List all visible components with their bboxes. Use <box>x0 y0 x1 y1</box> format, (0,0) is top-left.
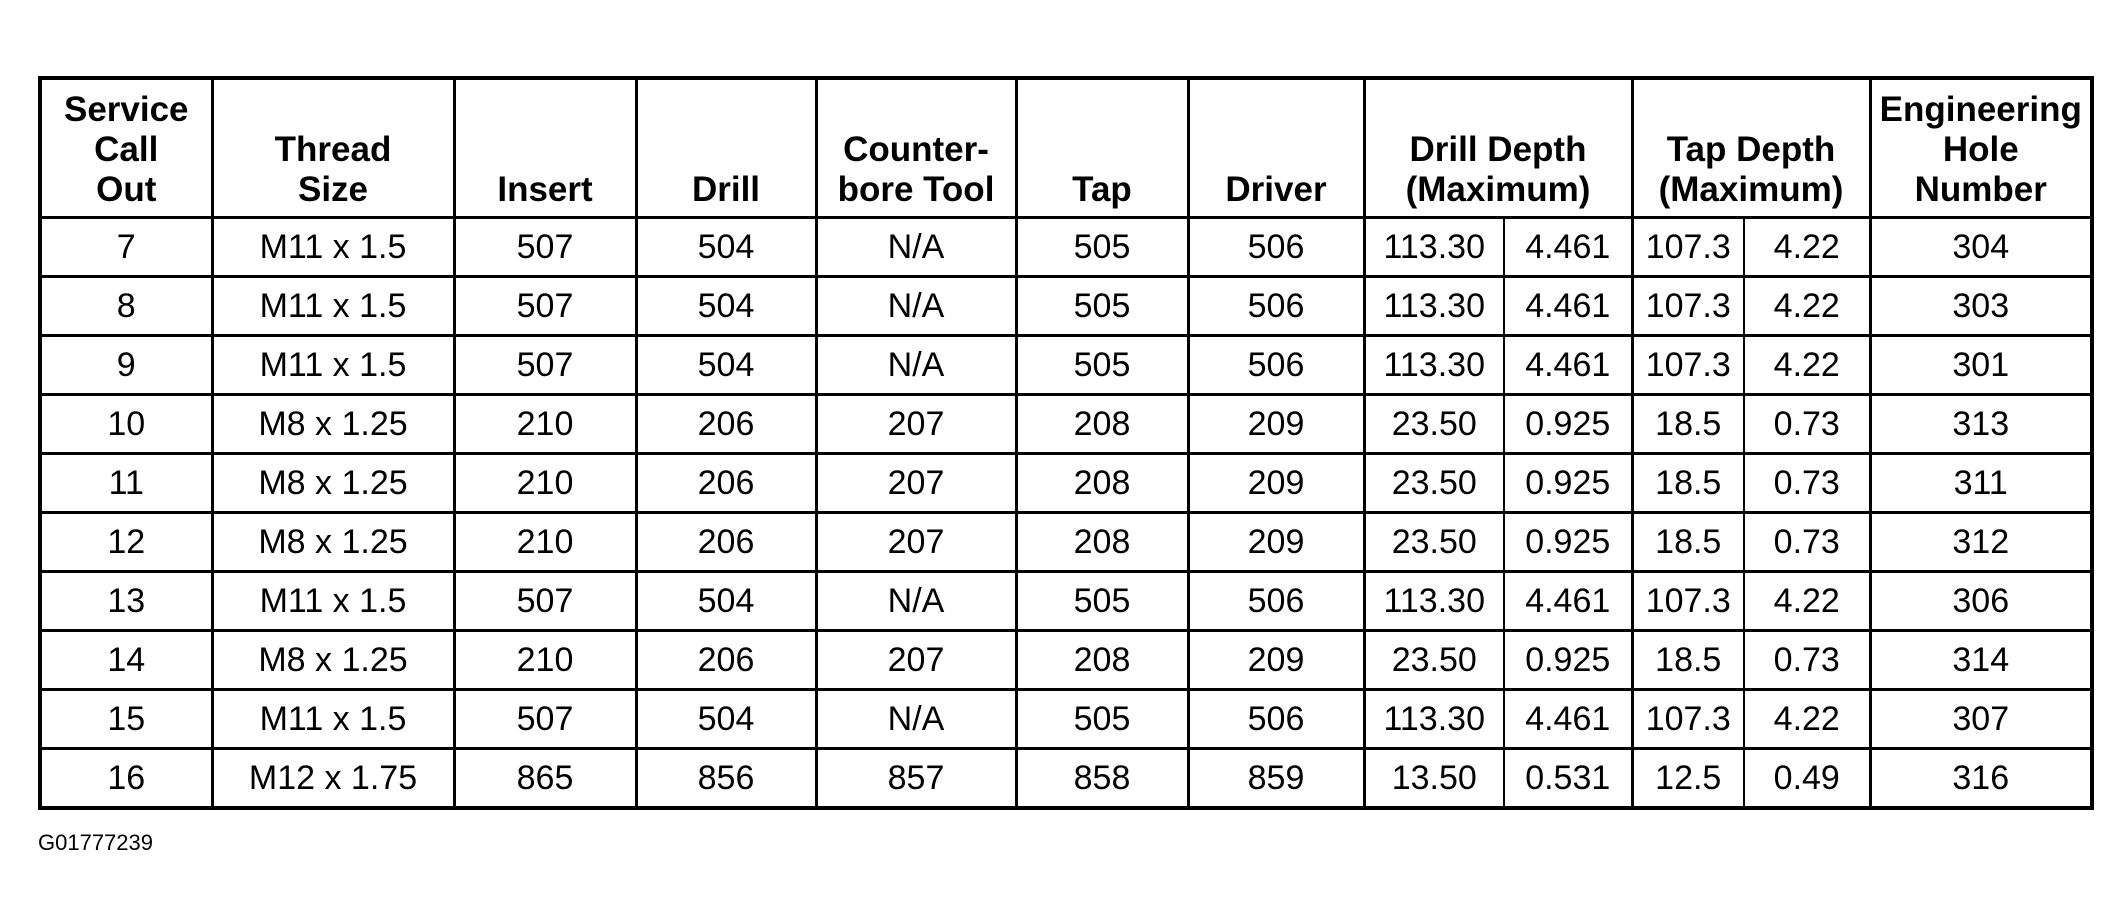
cell-tap-depth-mm: 107.3 <box>1632 690 1744 749</box>
cell-tap-depth-in: 0.49 <box>1744 749 1870 809</box>
cell-insert: 210 <box>454 395 636 454</box>
cell-tap: 505 <box>1016 572 1188 631</box>
cell-counterbore-tool: N/A <box>816 277 1016 336</box>
cell-drill-depth-mm: 113.30 <box>1364 572 1504 631</box>
cell-drill-depth-mm: 113.30 <box>1364 277 1504 336</box>
cell-driver: 506 <box>1188 277 1364 336</box>
cell-drill-depth-mm: 23.50 <box>1364 454 1504 513</box>
cell-driver: 209 <box>1188 513 1364 572</box>
table-row <box>40 218 2092 277</box>
cell-thread-size: M11 x 1.5 <box>212 218 454 277</box>
spec-table <box>38 76 2094 810</box>
cell-drill-depth-in: 0.531 <box>1504 749 1632 809</box>
cell-engineering-hole-number: 304 <box>1870 218 2092 277</box>
header-text: Insert <box>497 170 593 209</box>
header-text: Driver <box>1225 170 1327 209</box>
cell-tap-depth-in: 0.73 <box>1744 631 1870 690</box>
cell-service-call-out: 10 <box>40 395 212 454</box>
cell-service-call-out: 9 <box>40 336 212 395</box>
cell-counterbore-tool: 207 <box>816 395 1016 454</box>
cell-drill-depth-in: 0.925 <box>1504 631 1632 690</box>
cell-tap-depth-mm: 107.3 <box>1632 336 1744 395</box>
header-thread-size <box>212 78 454 218</box>
cell-insert: 865 <box>454 749 636 809</box>
header-text: Hole <box>1942 130 2019 169</box>
cell-insert: 507 <box>454 277 636 336</box>
cell-drill: 206 <box>636 513 816 572</box>
cell-service-call-out: 7 <box>40 218 212 277</box>
cell-service-call-out: 13 <box>40 572 212 631</box>
header-text: bore Tool <box>837 170 995 209</box>
cell-engineering-hole-number: 312 <box>1870 513 2092 572</box>
cell-drill-depth-in: 0.925 <box>1504 513 1632 572</box>
cell-drill-depth-mm: 113.30 <box>1364 336 1504 395</box>
cell-tap-depth-in: 4.22 <box>1744 336 1870 395</box>
table-row <box>40 277 2092 336</box>
cell-tap-depth-mm: 107.3 <box>1632 572 1744 631</box>
cell-insert: 210 <box>454 631 636 690</box>
table-row <box>40 749 2092 809</box>
cell-engineering-hole-number: 306 <box>1870 572 2092 631</box>
figure-code: G01777239 <box>38 830 153 855</box>
cell-drill-depth-in: 4.461 <box>1504 218 1632 277</box>
cell-driver: 506 <box>1188 690 1364 749</box>
cell-tap: 858 <box>1016 749 1188 809</box>
cell-thread-size: M12 x 1.75 <box>212 749 454 809</box>
cell-thread-size: M8 x 1.25 <box>212 513 454 572</box>
cell-driver: 506 <box>1188 572 1364 631</box>
cell-thread-size: M8 x 1.25 <box>212 631 454 690</box>
cell-drill-depth-mm: 23.50 <box>1364 513 1504 572</box>
header-text: Drill <box>691 170 761 209</box>
cell-engineering-hole-number: 303 <box>1870 277 2092 336</box>
cell-drill: 856 <box>636 749 816 809</box>
cell-insert: 507 <box>454 572 636 631</box>
cell-service-call-out: 11 <box>40 454 212 513</box>
cell-drill-depth-in: 0.925 <box>1504 395 1632 454</box>
header-drill <box>636 78 816 218</box>
table-row <box>40 631 2092 690</box>
header-engineering-hole-number <box>1870 78 2092 218</box>
header-text: (Maximum) <box>1405 170 1591 209</box>
cell-drill: 504 <box>636 572 816 631</box>
cell-tap-depth-in: 0.73 <box>1744 454 1870 513</box>
cell-tap-depth-mm: 107.3 <box>1632 277 1744 336</box>
cell-thread-size: M11 x 1.5 <box>212 690 454 749</box>
header-service-call-out <box>40 78 212 218</box>
cell-tap: 208 <box>1016 513 1188 572</box>
cell-drill: 206 <box>636 395 816 454</box>
cell-drill-depth-mm: 113.30 <box>1364 690 1504 749</box>
cell-tap: 208 <box>1016 454 1188 513</box>
header-insert <box>454 78 636 218</box>
cell-thread-size: M11 x 1.5 <box>212 277 454 336</box>
header-text: Tap <box>1072 170 1132 209</box>
header-text: Number <box>1914 170 2047 209</box>
cell-tap-depth-in: 4.22 <box>1744 277 1870 336</box>
cell-tap-depth-in: 4.22 <box>1744 218 1870 277</box>
cell-drill: 504 <box>636 218 816 277</box>
cell-tap-depth-in: 4.22 <box>1744 690 1870 749</box>
cell-tap: 208 <box>1016 631 1188 690</box>
cell-driver: 209 <box>1188 395 1364 454</box>
cell-tap: 505 <box>1016 690 1188 749</box>
table-row <box>40 395 2092 454</box>
header-text: Tap Depth <box>1666 130 1836 169</box>
header-text: (Maximum) <box>1658 170 1844 209</box>
cell-engineering-hole-number: 314 <box>1870 631 2092 690</box>
cell-drill: 206 <box>636 631 816 690</box>
cell-drill-depth-mm: 23.50 <box>1364 631 1504 690</box>
cell-drill-depth-mm: 13.50 <box>1364 749 1504 809</box>
cell-engineering-hole-number: 301 <box>1870 336 2092 395</box>
cell-drill-depth-mm: 113.30 <box>1364 218 1504 277</box>
cell-tap: 505 <box>1016 277 1188 336</box>
cell-counterbore-tool: N/A <box>816 218 1016 277</box>
cell-counterbore-tool: N/A <box>816 690 1016 749</box>
cell-driver: 506 <box>1188 218 1364 277</box>
cell-service-call-out: 15 <box>40 690 212 749</box>
cell-thread-size: M8 x 1.25 <box>212 454 454 513</box>
table-row <box>40 336 2092 395</box>
table-row <box>40 513 2092 572</box>
cell-service-call-out: 12 <box>40 513 212 572</box>
cell-drill: 504 <box>636 277 816 336</box>
table-body <box>40 218 2092 809</box>
cell-counterbore-tool: 207 <box>816 454 1016 513</box>
cell-drill-depth-in: 4.461 <box>1504 336 1632 395</box>
cell-tap-depth-mm: 18.5 <box>1632 454 1744 513</box>
cell-insert: 507 <box>454 218 636 277</box>
header-tap-depth <box>1632 78 1870 218</box>
cell-driver: 209 <box>1188 631 1364 690</box>
cell-drill-depth-in: 4.461 <box>1504 690 1632 749</box>
cell-counterbore-tool: 207 <box>816 513 1016 572</box>
cell-tap-depth-in: 4.22 <box>1744 572 1870 631</box>
header-tap <box>1016 78 1188 218</box>
cell-insert: 210 <box>454 513 636 572</box>
header-text: Thread <box>274 130 392 169</box>
cell-drill-depth-in: 4.461 <box>1504 572 1632 631</box>
cell-tap: 505 <box>1016 336 1188 395</box>
cell-service-call-out: 8 <box>40 277 212 336</box>
cell-tap-depth-mm: 12.5 <box>1632 749 1744 809</box>
cell-drill-depth-in: 0.925 <box>1504 454 1632 513</box>
cell-tap-depth-mm: 107.3 <box>1632 218 1744 277</box>
cell-insert: 210 <box>454 454 636 513</box>
cell-tap-depth-in: 0.73 <box>1744 395 1870 454</box>
header-text: Counter- <box>843 130 989 169</box>
cell-tap-depth-mm: 18.5 <box>1632 395 1744 454</box>
table-row <box>40 572 2092 631</box>
cell-driver: 506 <box>1188 336 1364 395</box>
cell-engineering-hole-number: 307 <box>1870 690 2092 749</box>
cell-counterbore-tool: N/A <box>816 572 1016 631</box>
header-text: Engineering <box>1879 90 2082 129</box>
cell-thread-size: M11 x 1.5 <box>212 572 454 631</box>
cell-engineering-hole-number: 316 <box>1870 749 2092 809</box>
cell-drill: 504 <box>636 336 816 395</box>
header-text: Call <box>94 130 159 169</box>
cell-service-call-out: 16 <box>40 749 212 809</box>
cell-driver: 859 <box>1188 749 1364 809</box>
cell-thread-size: M11 x 1.5 <box>212 336 454 395</box>
cell-engineering-hole-number: 313 <box>1870 395 2092 454</box>
cell-insert: 507 <box>454 690 636 749</box>
table-row <box>40 690 2092 749</box>
header-text: Out <box>96 170 157 209</box>
cell-tap: 208 <box>1016 395 1188 454</box>
cell-service-call-out: 14 <box>40 631 212 690</box>
cell-thread-size: M8 x 1.25 <box>212 395 454 454</box>
cell-tap-depth-in: 0.73 <box>1744 513 1870 572</box>
cell-engineering-hole-number: 311 <box>1870 454 2092 513</box>
cell-insert: 507 <box>454 336 636 395</box>
cell-counterbore-tool: N/A <box>816 336 1016 395</box>
header-text: Size <box>297 170 369 209</box>
cell-drill: 206 <box>636 454 816 513</box>
cell-tap: 505 <box>1016 218 1188 277</box>
cell-counterbore-tool: 857 <box>816 749 1016 809</box>
header-drill-depth <box>1364 78 1632 218</box>
cell-drill-depth-in: 4.461 <box>1504 277 1632 336</box>
table-row <box>40 454 2092 513</box>
header-counterbore-tool <box>816 78 1016 218</box>
header-text: Service <box>63 90 189 129</box>
header-row <box>40 78 2092 218</box>
cell-driver: 209 <box>1188 454 1364 513</box>
cell-drill-depth-mm: 23.50 <box>1364 395 1504 454</box>
cell-tap-depth-mm: 18.5 <box>1632 631 1744 690</box>
header-driver <box>1188 78 1364 218</box>
cell-tap-depth-mm: 18.5 <box>1632 513 1744 572</box>
cell-drill: 504 <box>636 690 816 749</box>
cell-counterbore-tool: 207 <box>816 631 1016 690</box>
header-text: Drill Depth <box>1409 130 1587 169</box>
